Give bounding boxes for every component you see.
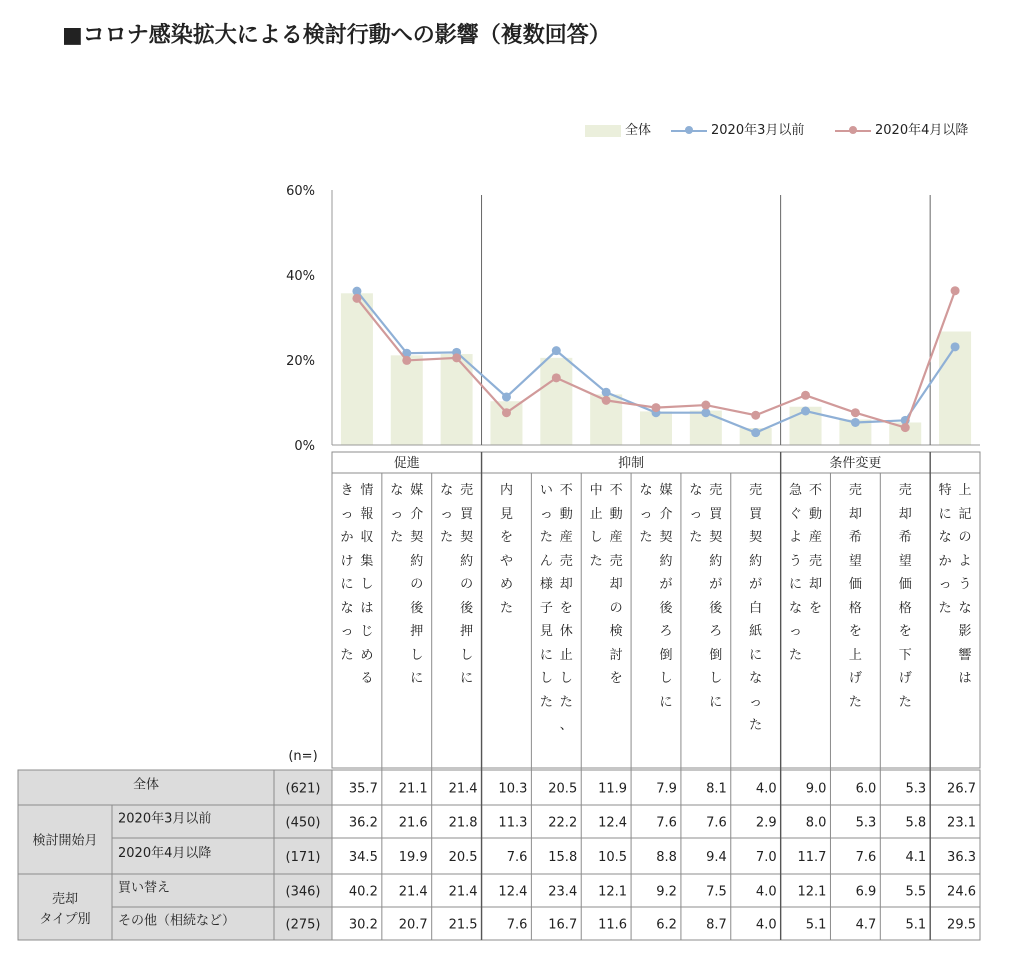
data-cell: 8.1 — [706, 781, 727, 797]
category-label: き っ か け に な っ た — [340, 483, 354, 663]
category-label: な っ た — [639, 483, 653, 545]
row-group-label: 検討開始月 — [32, 833, 98, 849]
data-cell: 23.1 — [947, 815, 976, 831]
bar-total — [441, 354, 473, 445]
data-cell: 12.4 — [598, 815, 628, 831]
category-label: 内 見 を や め た — [499, 483, 513, 616]
data-cell: 30.2 — [348, 917, 378, 933]
line-point-2 — [552, 373, 561, 382]
line-point-2 — [801, 391, 810, 400]
category-label: 不 動 産 売 却 を — [808, 483, 822, 616]
data-cell: 4.0 — [755, 917, 777, 933]
data-cell: 10.5 — [598, 850, 628, 865]
bar-total — [540, 358, 572, 445]
category-label: い っ た ん 様 子 見 に し た — [539, 483, 553, 710]
group-label: 抑制 — [618, 456, 645, 471]
legend-label-march: 2020年3月以前 — [711, 123, 805, 138]
data-cell: 11.3 — [498, 815, 528, 831]
data-cell: 36.2 — [348, 815, 378, 831]
category-label: 売 買 契 約 が 白 紙 に な っ た — [749, 483, 763, 733]
data-cell: 9.4 — [706, 850, 727, 865]
data-cell: 12.1 — [598, 884, 628, 900]
category-label: 売 買 契 約 が 後 ろ 倒 し に — [709, 483, 723, 710]
line-point-1 — [502, 392, 511, 401]
line-point-2 — [652, 403, 661, 412]
line-point-2 — [701, 401, 710, 410]
y-tick-label: 20% — [286, 354, 315, 369]
data-cell: 7.5 — [706, 884, 727, 900]
data-cell: 36.3 — [947, 850, 976, 865]
data-cell: 34.5 — [348, 850, 378, 865]
line-point-2 — [452, 353, 461, 362]
category-label: 売 買 契 約 の 後 押 し に — [460, 483, 474, 686]
data-cell: 8.0 — [805, 815, 827, 831]
row-n: (275) — [285, 917, 321, 933]
data-cell: 12.1 — [797, 884, 827, 900]
row-label: 2020年3月以前 — [118, 811, 212, 827]
data-cell: 7.6 — [506, 917, 528, 933]
category-label: 上 記 の よ う な 影 響 は — [958, 483, 972, 686]
y-tick-label: 60% — [286, 184, 315, 199]
data-cell: 6.2 — [656, 917, 677, 933]
data-cell: 4.1 — [905, 850, 927, 865]
data-cell: 10.3 — [498, 781, 528, 797]
row-label-total: 全体 — [132, 777, 160, 793]
data-cell: 5.3 — [855, 815, 877, 831]
legend-label-total: 全体 — [625, 123, 652, 138]
data-cell: 6.9 — [855, 884, 877, 900]
category-label: 中 止 し た — [589, 483, 603, 569]
category-label: 特 に な か っ た — [938, 483, 952, 616]
line-point-2 — [352, 294, 361, 303]
data-cell: 20.7 — [398, 917, 428, 933]
data-cell: 40.2 — [348, 884, 378, 900]
y-tick-label: 0% — [294, 439, 315, 454]
category-label: 不 動 産 売 却 の 検 討 を — [609, 483, 623, 686]
data-cell: 5.1 — [805, 917, 827, 933]
data-cell: 7.9 — [656, 781, 677, 797]
data-cell: 11.6 — [598, 917, 628, 933]
data-cell: 8.7 — [706, 917, 727, 933]
data-cell: 16.7 — [548, 917, 578, 933]
data-cell: 9.2 — [656, 884, 677, 900]
data-cell: 2.9 — [755, 815, 777, 831]
data-cell: 20.5 — [448, 850, 478, 865]
data-cell: 7.6 — [506, 850, 528, 865]
line-point-2 — [402, 356, 411, 365]
y-tick-label: 40% — [286, 269, 315, 284]
data-cell: 5.1 — [905, 917, 927, 933]
group-header-row — [332, 452, 980, 473]
legend-label-april: 2020年4月以降 — [875, 123, 969, 138]
line-point-1 — [701, 408, 710, 417]
data-cell: 22.2 — [548, 815, 578, 831]
group-label: 条件変更 — [829, 456, 882, 471]
category-label: な っ た — [689, 483, 703, 545]
data-cell: 5.3 — [905, 781, 927, 797]
bar-total — [341, 293, 373, 445]
data-cell: 7.0 — [755, 850, 777, 865]
row-label: その他（相続など） — [118, 913, 236, 929]
data-cell: 12.4 — [498, 884, 528, 900]
data-cell: 21.4 — [448, 781, 478, 797]
row-n: (346) — [285, 884, 321, 900]
row-label: 買い替え — [118, 880, 171, 896]
category-label: な っ た — [390, 483, 404, 545]
category-label: 急 ぐ よ う に な っ た — [789, 483, 803, 663]
data-cell: 9.0 — [805, 781, 827, 797]
data-cell: 20.5 — [548, 781, 578, 797]
data-cell: 11.9 — [598, 781, 628, 797]
row-n: (171) — [285, 850, 321, 865]
row-n: (621) — [285, 781, 321, 797]
line-point-2 — [602, 396, 611, 405]
data-cell: 11.7 — [797, 850, 827, 865]
data-cell: 21.4 — [398, 884, 428, 900]
row-label: 2020年4月以降 — [118, 846, 212, 861]
category-label: 不 動 産 売 却 を 休 止 し た 、 — [559, 483, 573, 733]
bar-total — [391, 355, 423, 445]
data-cell: 7.6 — [706, 815, 727, 831]
data-cell: 35.7 — [348, 781, 378, 797]
line-point-2 — [751, 411, 760, 420]
page-title: ■コロナ感染拡大による検討行動への影響（複数回答） — [62, 23, 611, 48]
row-group-label: 売却 — [51, 892, 79, 907]
line-point-2 — [901, 423, 910, 432]
data-cell: 6.0 — [855, 781, 877, 797]
line-point-1 — [602, 388, 611, 397]
data-cell: 7.6 — [855, 850, 877, 865]
data-cell: 21.8 — [448, 815, 478, 831]
line-point-2 — [851, 408, 860, 417]
bar-total — [490, 401, 522, 445]
group-label: 促進 — [393, 456, 420, 471]
data-cell: 26.7 — [947, 781, 976, 797]
data-cell: 21.5 — [448, 917, 478, 933]
data-cell: 5.5 — [905, 884, 927, 900]
data-cell: 23.4 — [548, 884, 578, 900]
data-cell: 7.6 — [656, 815, 677, 831]
line-point-1 — [552, 346, 561, 355]
data-cell: 19.9 — [398, 850, 428, 865]
data-cell: 4.0 — [755, 781, 777, 797]
line-point-1 — [751, 428, 760, 437]
category-label: 媒 介 契 約 が 後 ろ 倒 し に — [659, 483, 673, 710]
row-bg-group2 — [18, 874, 112, 940]
row-group-label: タイプ別 — [39, 912, 91, 927]
data-cell: 4.0 — [755, 884, 777, 900]
category-label: 媒 介 契 約 の 後 押 し に — [410, 483, 424, 686]
data-cell: 21.6 — [398, 815, 428, 831]
line-point-1 — [951, 342, 960, 351]
category-label-row — [332, 473, 980, 768]
row-n: (450) — [285, 815, 321, 831]
line-point-2 — [502, 408, 511, 417]
category-label: 売 却 希 望 価 格 を 下 げ た — [898, 483, 912, 710]
category-label: 売 却 希 望 価 格 を 上 げ た — [848, 483, 862, 710]
data-cell: 24.6 — [947, 884, 976, 900]
data-cell: 15.8 — [548, 850, 578, 865]
data-cell: 4.7 — [855, 917, 877, 933]
data-cell: 21.1 — [398, 781, 428, 797]
data-cell: 8.8 — [656, 850, 677, 865]
category-label: 情 報 収 集 し は じ め る — [360, 483, 374, 686]
line-point-1 — [851, 418, 860, 427]
n-header: (n=) — [288, 749, 318, 764]
line-point-2 — [951, 286, 960, 295]
data-cell: 21.4 — [448, 884, 478, 900]
data-cell: 5.8 — [905, 815, 927, 831]
data-cell: 29.5 — [947, 917, 976, 933]
line-point-1 — [801, 407, 810, 416]
category-label: な っ た — [440, 483, 454, 545]
